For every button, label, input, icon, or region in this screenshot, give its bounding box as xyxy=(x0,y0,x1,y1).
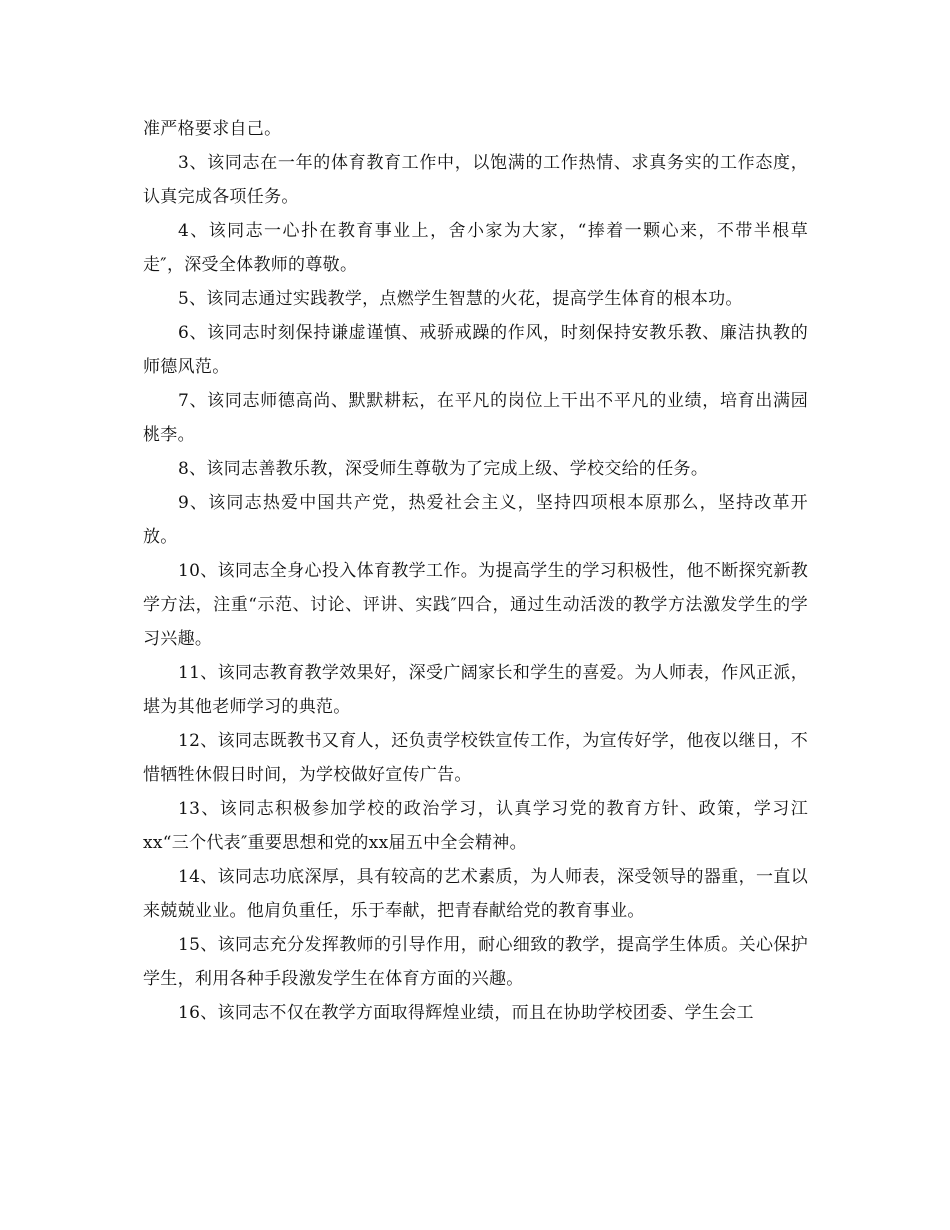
paragraph-item-3: 3、该同志在一年的体育教育工作中，以饱满的工作热情、求真务实的工作态度，认真完成各项任务。 xyxy=(143,153,808,207)
paragraph-item-15: 15、该同志充分发挥教师的引导作用，耐心细致的教学，提高学生体质。关心保护学生，利用各种手段激发学生在体育方面的兴趣。 xyxy=(143,935,808,989)
paragraph-item-12: 12、该同志既教书又育人，还负责学校铁宣传工作，为宣传好学，他夜以继日，不惜牺牲休假日时间，为学校做好宣传广告。 xyxy=(143,731,808,785)
paragraph-item-7: 7、该同志师德高尚、默默耕耘，在平凡的岗位上干出不平凡的业绩，培育出满园桃李。 xyxy=(143,391,808,445)
paragraph-item-11: 11、该同志教育教学效果好，深受广阔家长和学生的喜爱。为人师表，作风正派，堪为其他老师学习的典范。 xyxy=(143,663,808,717)
paragraph-item-16: 16、该同志不仅在教学方面取得辉煌业绩，而且在协助学校团委、学生会工 xyxy=(178,1003,754,1023)
paragraph-item-14: 14、该同志功底深厚，具有较高的艺术素质，为人师表，深受领导的器重，一直以来兢兢业业。他肩负重任，乐于奉献，把青春献给党的教育事业。 xyxy=(143,867,808,921)
paragraph-item-6: 6、该同志时刻保持谦虚谨慎、戒骄戒躁的作风，时刻保持安教乐教、廉洁执教的师德风范。 xyxy=(143,323,808,377)
paragraph-item-4: 4、该同志一心扑在教育事业上，舍小家为大家，“捧着一颗心来，不带半根草走″，深受全体教师的尊敬。 xyxy=(143,221,808,275)
paragraph-continuation: 准严格要求自己。 xyxy=(143,119,282,139)
paragraph-item-5: 5、该同志通过实践教学，点燃学生智慧的火花，提高学生体育的根本功。 xyxy=(178,289,743,309)
paragraph-item-13: 13、该同志积极参加学校的政治学习，认真学习党的教育方针、政策，学习江xx“三个代表″重要思想和党的xx届五中全会精神。 xyxy=(143,799,808,853)
paragraph-item-9: 9、该同志热爱中国共产党，热爱社会主义，坚持四项根本原那么，坚持改革开放。 xyxy=(143,493,808,547)
document-body xyxy=(143,112,808,1030)
paragraph-item-8: 8、该同志善教乐教，深受师生尊敬为了完成上级、学校交给的任务。 xyxy=(178,459,709,479)
paragraph-item-10: 10、该同志全身心投入体育教学工作。为提高学生的学习积极性，他不断探究新教学方法，注重“示范、讨论、评讲、实践″四合，通过生动活泼的教学方法激发学生的学习兴趣。 xyxy=(143,561,808,649)
